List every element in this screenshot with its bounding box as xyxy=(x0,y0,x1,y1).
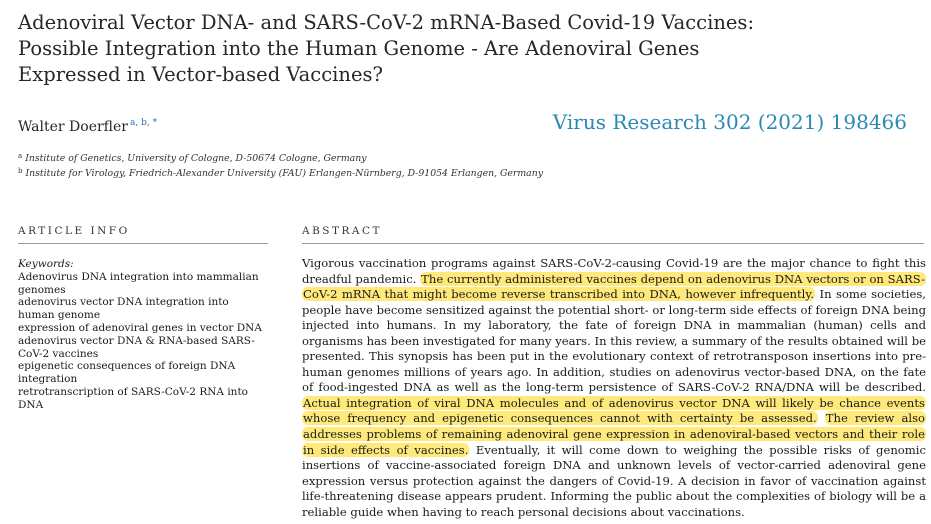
keyword-item: adenovirus vector DNA integration into human genome xyxy=(18,296,229,322)
author-line xyxy=(18,118,157,135)
abstract-highlight: Actual integration of viral DNA molecules and of adenovirus vector DNA will likely be chance events whose frequency and epigenetic consequences cannot with certainty be assessed. xyxy=(303,395,925,426)
abstract-segment xyxy=(818,411,825,425)
author-affiliation-markers[interactable]: a, b, * xyxy=(130,118,158,128)
keywords-list xyxy=(18,258,266,412)
abstract-segment: Vigorous vaccination programs against SARS-CoV-2-causing Covid-19 are the major chance to fight this dreadful pandemic. xyxy=(302,256,926,286)
abstract-highlight: The currently administered vaccines depend on adenovirus DNA vectors or on SARS-CoV-2 mRNA that might become reverse transcribed into DNA, however infrequently. xyxy=(303,271,926,302)
journal-citation[interactable]: Virus Research 302 (2021) 198466 xyxy=(552,110,907,134)
title-line: Possible Integration into the Human Genome - Are Adenoviral Genes xyxy=(18,37,700,60)
abstract-segment: In some societies, people have become sensitized against the potential short- or long-term side effects of foreign DNA being injected into humans. In my laboratory, the fate of foreign DNA in mammalian (human) cells and organisms has been investigated for many years. In this review, a summary of the results obtained will be presented. This synopsis has been put in the evolutionary context of retrotransposon insertions into pre-human genomes millions of years ago. In addition, studies on adenovirus vector-based DNA, on the fate of food-ingested DNA as well as the long-term persistence of SARS-CoV-2 RNA/DNA will be described. xyxy=(302,287,926,395)
title-line: Adenoviral Vector DNA- and SARS-CoV-2 mRNA-Based Covid-19 Vaccines: xyxy=(18,11,755,34)
keyword-item: Adenovirus DNA integration into mammalian genomes xyxy=(18,270,259,296)
affiliation-marker: b xyxy=(18,167,23,175)
paper-title xyxy=(18,10,818,88)
affiliation-marker: a xyxy=(18,152,23,160)
affiliation-text: Institute of Genetics, University of Cologne, D-50674 Cologne, Germany xyxy=(25,153,367,164)
affiliation-text: Institute for Virology, Friedrich-Alexander University (FAU) Erlangen-Nürnberg, D-91054 Erlangen, Germany xyxy=(25,168,543,179)
abstract-text xyxy=(302,256,926,520)
keyword-item: adenovirus vector DNA & RNA-based SARS-CoV-2 vaccines xyxy=(18,334,255,360)
article-info-heading: ARTICLE INFO xyxy=(18,225,268,244)
affiliation-b xyxy=(18,167,543,179)
abstract-highlight: The review also addresses problems of remaining adenoviral gene expression in adenoviral-based vectors and their role in side effects of vaccines. xyxy=(303,411,925,457)
keyword-item: epigenetic consequences of foreign DNA integration xyxy=(18,360,236,386)
affiliation-a xyxy=(18,152,366,164)
keyword-item: retrotranscription of SARS-CoV-2 RNA into DNA xyxy=(18,385,248,411)
abstract-segment: Eventually, it will come down to weighing the possible risks of genomic insertions of vaccine-associated foreign DNA and unknown levels of vector-carried adenoviral gene expression versus protection against the dangers of Covid-19. A decision in favor of vaccination against life-threatening disease appears prudent. Informing the public about the complexities of biology will be a reliable guide when having to reach personal decisions about vaccinations. xyxy=(302,442,926,519)
keywords-label: Keywords: xyxy=(18,258,74,270)
title-line: Expressed in Vector-based Vaccines? xyxy=(18,63,383,86)
author-name: Walter Doerfler xyxy=(18,119,128,135)
keyword-item: expression of adenoviral genes in vector DNA xyxy=(18,321,262,334)
abstract-heading: ABSTRACT xyxy=(302,225,924,244)
